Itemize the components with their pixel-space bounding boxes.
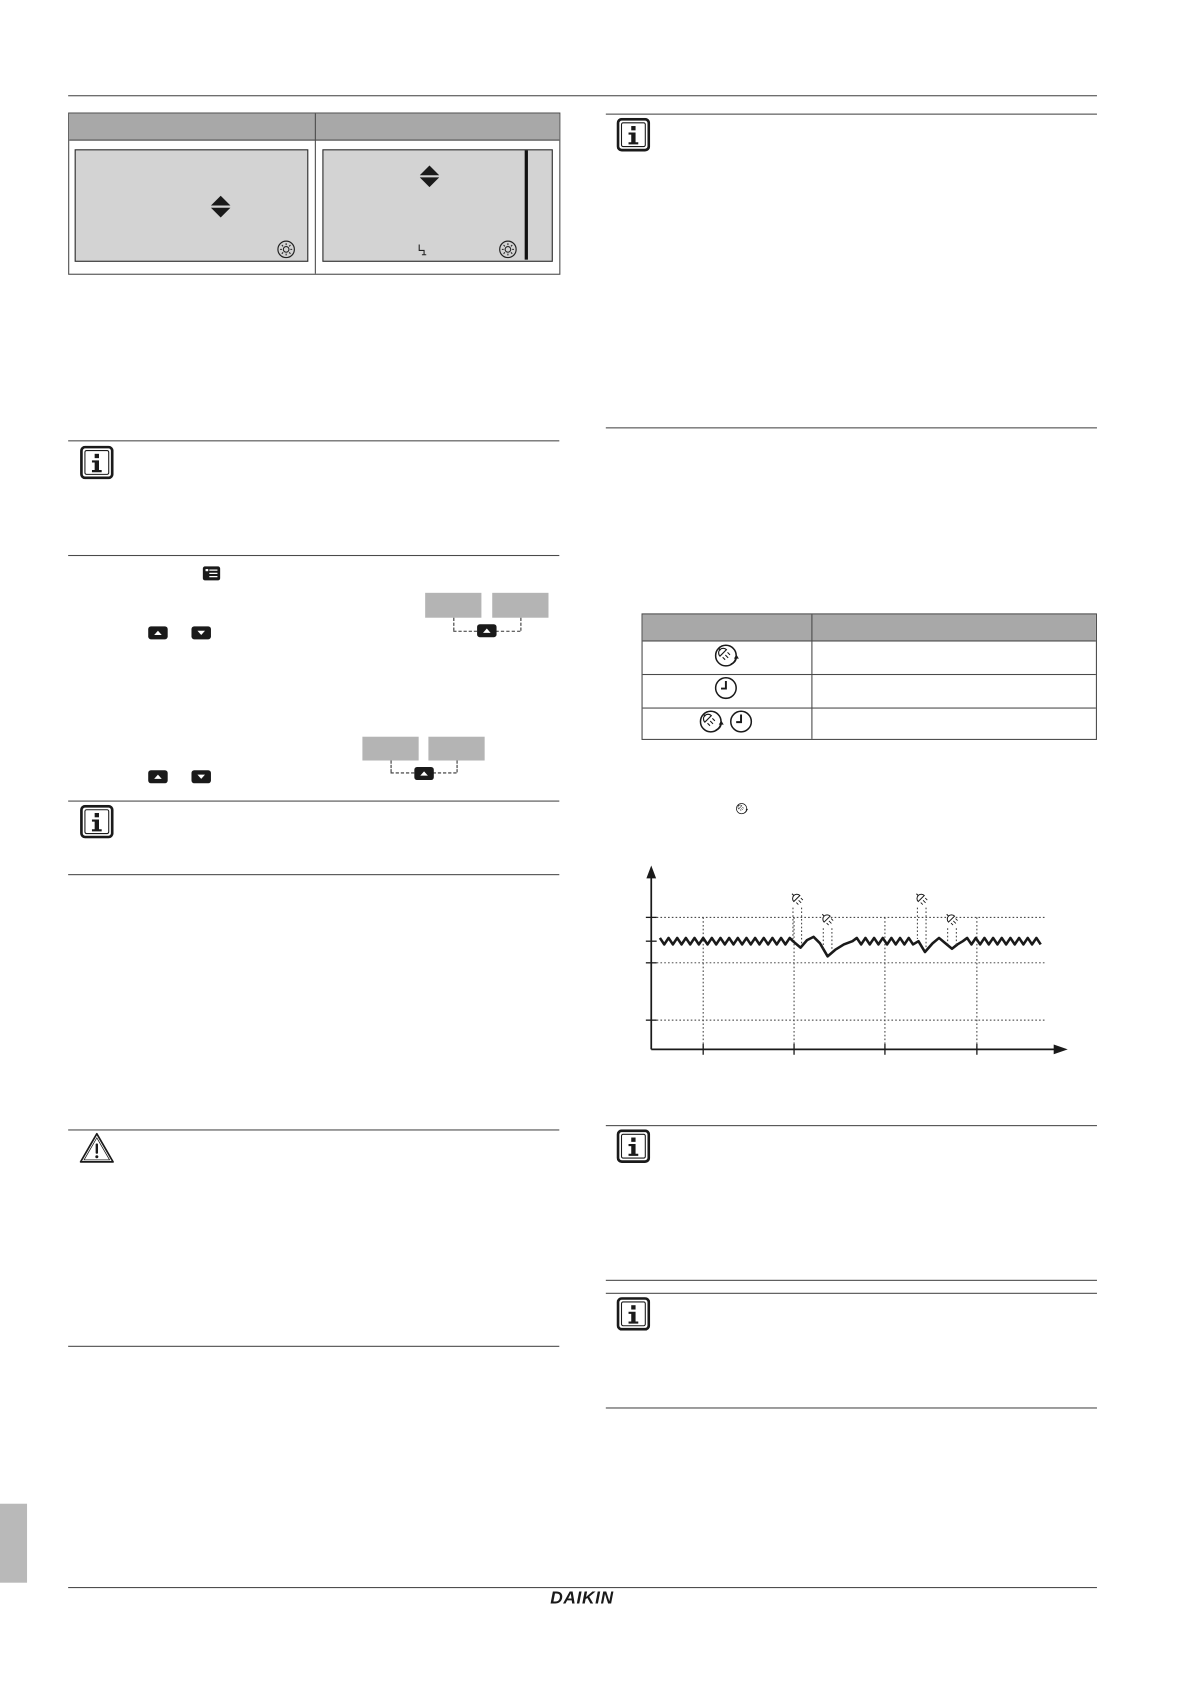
- chart-x-axis-arrow: [1054, 1044, 1068, 1054]
- warning-icon: [79, 1132, 115, 1164]
- info-box-bottom-rule: [68, 874, 559, 875]
- key-bracket-bottom-left: [453, 631, 477, 632]
- reheat-icon: [736, 803, 750, 816]
- key-bracket-bottom-right: [495, 631, 520, 632]
- key-bracket-left: [391, 761, 392, 773]
- up-key-icon: [414, 767, 433, 780]
- table-row-divider: [643, 708, 1096, 709]
- info-icon: [617, 1297, 651, 1331]
- shower-icon: [916, 894, 927, 905]
- schedule-clock-icon: [729, 710, 753, 734]
- chart-vertical-gridlines: [703, 917, 977, 1049]
- key-bracket-bottom-right: [433, 772, 457, 773]
- down-key-icon: [191, 626, 210, 639]
- display-screens-table: [68, 113, 560, 275]
- menu-icon: [202, 566, 220, 581]
- up-key-icon: [477, 624, 496, 637]
- down-triangle-icon: [191, 770, 210, 783]
- info-box-bottom-rule: [606, 1407, 1097, 1408]
- screen-scroll-bar: [525, 150, 528, 259]
- up-down-arrow-icon: [420, 164, 439, 188]
- info-box-top-rule: [68, 440, 559, 441]
- setting-key-left: [362, 737, 418, 761]
- warning-box-top-rule: [68, 1129, 559, 1130]
- shower-icon: [822, 914, 833, 925]
- key-bracket-right: [520, 618, 521, 631]
- setting-key-left: [425, 593, 481, 618]
- controller-screen-left: [75, 149, 309, 262]
- table-column-divider: [811, 614, 812, 738]
- info-icon: [80, 805, 114, 839]
- setting-key-right: [492, 593, 548, 618]
- up-down-arrow-icon: [211, 195, 230, 219]
- shower-icon: [947, 914, 958, 925]
- up-triangle-icon: [477, 624, 496, 637]
- info-box-top-rule: [68, 801, 559, 802]
- info-icon: [80, 446, 114, 480]
- mode-dial-icon: [499, 240, 517, 258]
- up-triangle-icon: [148, 770, 167, 783]
- up-key-icon: [148, 626, 167, 639]
- up-triangle-icon: [414, 767, 433, 780]
- brand-logo: DAIKIN: [550, 1589, 614, 1608]
- down-triangle-icon: [191, 626, 210, 639]
- up-triangle-icon: [148, 626, 167, 639]
- up-key-icon: [148, 770, 167, 783]
- warning-box-bottom-rule: [68, 1346, 559, 1347]
- key-bracket-bottom-left: [391, 772, 415, 773]
- info-box-bottom-rule: [606, 1280, 1097, 1281]
- shower-icon: [792, 894, 803, 905]
- setting-key-right: [428, 737, 484, 761]
- info-box-bottom-rule: [68, 555, 559, 556]
- chart-horizontal-gridlines: [657, 917, 1045, 1020]
- header-rule: [68, 95, 1097, 96]
- dhw-temperature-chart: [638, 860, 1071, 1060]
- key-bracket-left: [453, 618, 454, 631]
- mode-dial-icon: [277, 240, 295, 258]
- info-box-top-rule: [606, 1125, 1097, 1126]
- reheat-icon: [699, 710, 727, 736]
- info-icon: [617, 118, 651, 152]
- reheat-icon: [714, 644, 742, 670]
- info-box-top-rule: [606, 1293, 1097, 1294]
- chapter-side-tab: [0, 1504, 27, 1583]
- table-row-divider: [643, 674, 1096, 675]
- tank-temperature-trace: [660, 937, 1041, 956]
- table-header-row: [643, 614, 1096, 641]
- chart-y-axis-arrow: [646, 865, 656, 878]
- info-box-top-rule: [606, 114, 1097, 115]
- footer-rule: [68, 1587, 1097, 1588]
- schedule-clock-icon: [714, 676, 738, 700]
- key-bracket-right: [457, 761, 458, 773]
- dhw-mode-table: [642, 613, 1097, 740]
- tap-water-icon: [416, 243, 427, 256]
- down-key-icon: [191, 770, 210, 783]
- table-column-divider: [315, 114, 316, 274]
- info-box-bottom-rule: [606, 427, 1097, 428]
- controller-screen-right: [322, 149, 552, 262]
- info-icon: [617, 1129, 651, 1163]
